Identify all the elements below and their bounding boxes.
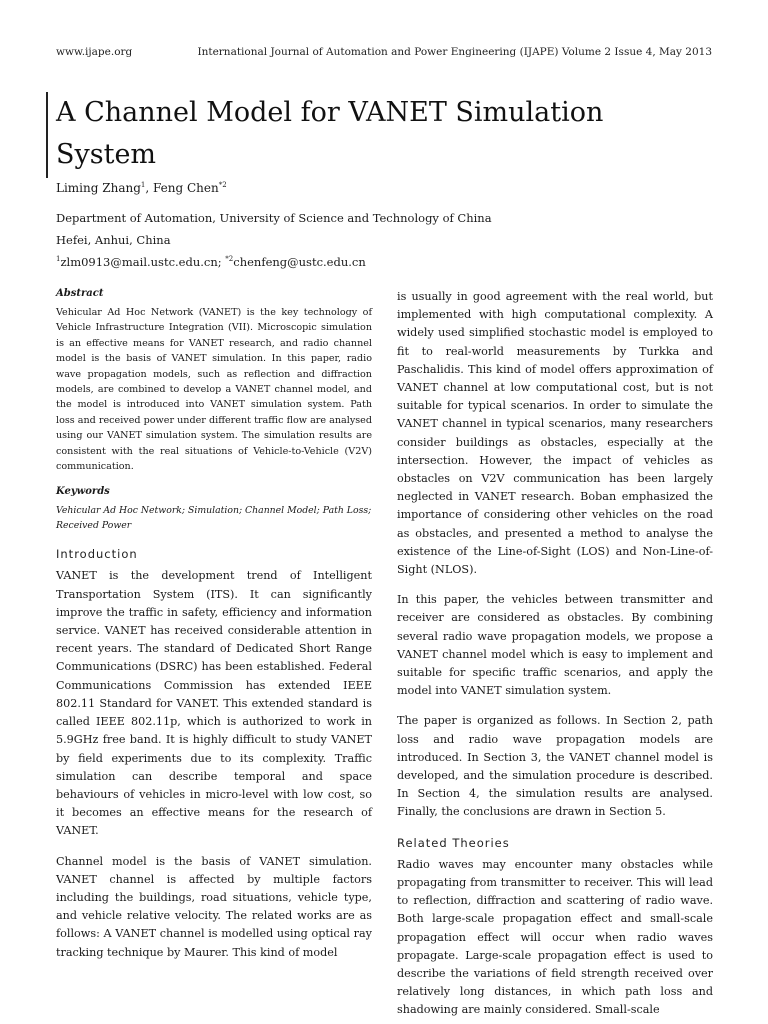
abstract-text: Vehicular Ad Hoc Network (VANET) is the key technology of Vehicle Infrastructure Integration (VII). Microscopic simulation is an effective means for VANET research, and radio channel model is the basis of VANET simulation. In this paper, radio wave propagation models, such as reflection and diffraction models, are combined to develop a VANET channel model, and the model is introduced into VANET simulation system. Path loss and received power under different traffic flow are analysed using our VANET simulation system. The simulation results are consistent with the real situations of Vehicle-to-Vehicle (V2V) communication.: [56, 307, 372, 473]
journal-citation: International Journal of Automation and Power Engineering (IJAPE) Volume 2 Issue 4, May 2013: [197, 46, 712, 58]
affiliation-emails: [56, 255, 366, 269]
right-paragraph-1: is usually in good agreement with the real world, but implemented with high computational complexity. A widely used simplified stochastic model is employed to fit to real-world measurements by Turkka and Paschalidis. This kind of model offers approximation of VANET channel at low computational cost, but is not suitable for typical scenarios. In order to simulate the VANET channel in typical scenarios, many researchers consider buildings as obstacles, especially at the intersection. However, the impact of vehicles as obstacles on V2V communication has been largely neglected in VANET research. Boban emphasized the importance of considering other vehicles on the road as obstacles, and presented a method to analyse the existence of the Line-of-Sight (LOS) and Non-Line-of-Sight (NLOS).: [397, 290, 713, 577]
email-2: chenfeng@ustc.edu.cn: [233, 255, 366, 269]
email-1-sup: 1: [56, 255, 61, 264]
author-separator: ,: [145, 181, 153, 195]
title-rule: [46, 92, 48, 178]
title-line-2: System: [56, 139, 157, 170]
left-column: [56, 288, 372, 962]
author-1-sup: 1: [140, 181, 146, 189]
keywords-text: Vehicular Ad Hoc Network; Simulation; Channel Model; Path Loss; Received Power: [56, 505, 372, 532]
abstract-heading: Abstract: [56, 288, 104, 299]
keywords-heading: Keywords: [56, 486, 110, 498]
paper-title: [56, 92, 726, 176]
introduction-heading: Introduction: [56, 547, 138, 562]
email-1: zlm0913@mail.ustc.edu.cn;: [60, 255, 226, 269]
author-2: Feng Chen: [153, 181, 219, 195]
email-2-sup: *2: [225, 255, 234, 264]
author-1: Liming Zhang: [56, 181, 141, 195]
title-block: [46, 92, 726, 176]
title-line-1: A Channel Model for VANET Simulation: [56, 97, 604, 128]
introduction-paragraph-1: VANET is the development trend of Intelligent Transportation System (ITS). It can significantly improve the traffic in safety, efficiency and information service. VANET has received considerable attention in recent years. The standard of Dedicated Short Range Communications (DSRC) has been established. Federal Communications Commission has extended IEEE 802.11 Standard for VANET. This extended standard is called IEEE 802.11p, which is authorized to work in 5.9GHz free band. It is highly difficult to study VANET by field experiments due to its complexity. Traffic simulation can describe temporal and space behaviours of vehicles in micro-level with low cost, so it becomes an effective means for the research of VANET.: [56, 569, 372, 838]
related-theories-heading: Related Theories: [397, 835, 510, 850]
author-2-sup: *2: [218, 181, 227, 189]
running-header: [56, 46, 712, 58]
right-column: [397, 288, 713, 1020]
author-line: [56, 181, 227, 195]
affiliation-department: Department of Automation, University of Science and Technology of China: [56, 211, 492, 225]
affiliation-location: Hefei, Anhui, China: [56, 233, 171, 247]
introduction-paragraph-2: Channel model is the basis of VANET simulation. VANET channel is affected by multiple factors including the buildings, road situations, vehicle type, and vehicle relative velocity. The related works are as follows: A VANET channel is modelled using optical ray tracking technique by Maurer. This kind of model: [56, 854, 372, 959]
journal-website: www.ijape.org: [56, 46, 133, 58]
right-paragraph-2: In this paper, the vehicles between transmitter and receiver are considered as obstacles. By combining several radio wave propagation models, we propose a VANET channel model which is easy to implement and suitable for specific traffic scenarios, and apply the model into VANET simulation system.: [397, 593, 713, 698]
right-paragraph-3: The paper is organized as follows. In Section 2, path loss and radio wave propagation models are introduced. In Section 3, the VANET channel model is developed, and the simulation procedure is described. In Section 4, the simulation results are analysed. Finally, the conclusions are drawn in Section 5.: [397, 714, 713, 819]
related-theories-paragraph-1: Radio waves may encounter many obstacles while propagating from transmitter to receiver. This will lead to reflection, diffraction and scattering of radio wave. Both large-scale propagation effect and small-scale propagation effect will occur when radio waves propagate. Large-scale propagation effect is used to describe the variations of field strength received over relatively long distances, in which path loss and shadowing are mainly considered. Small-scale: [397, 857, 713, 1017]
